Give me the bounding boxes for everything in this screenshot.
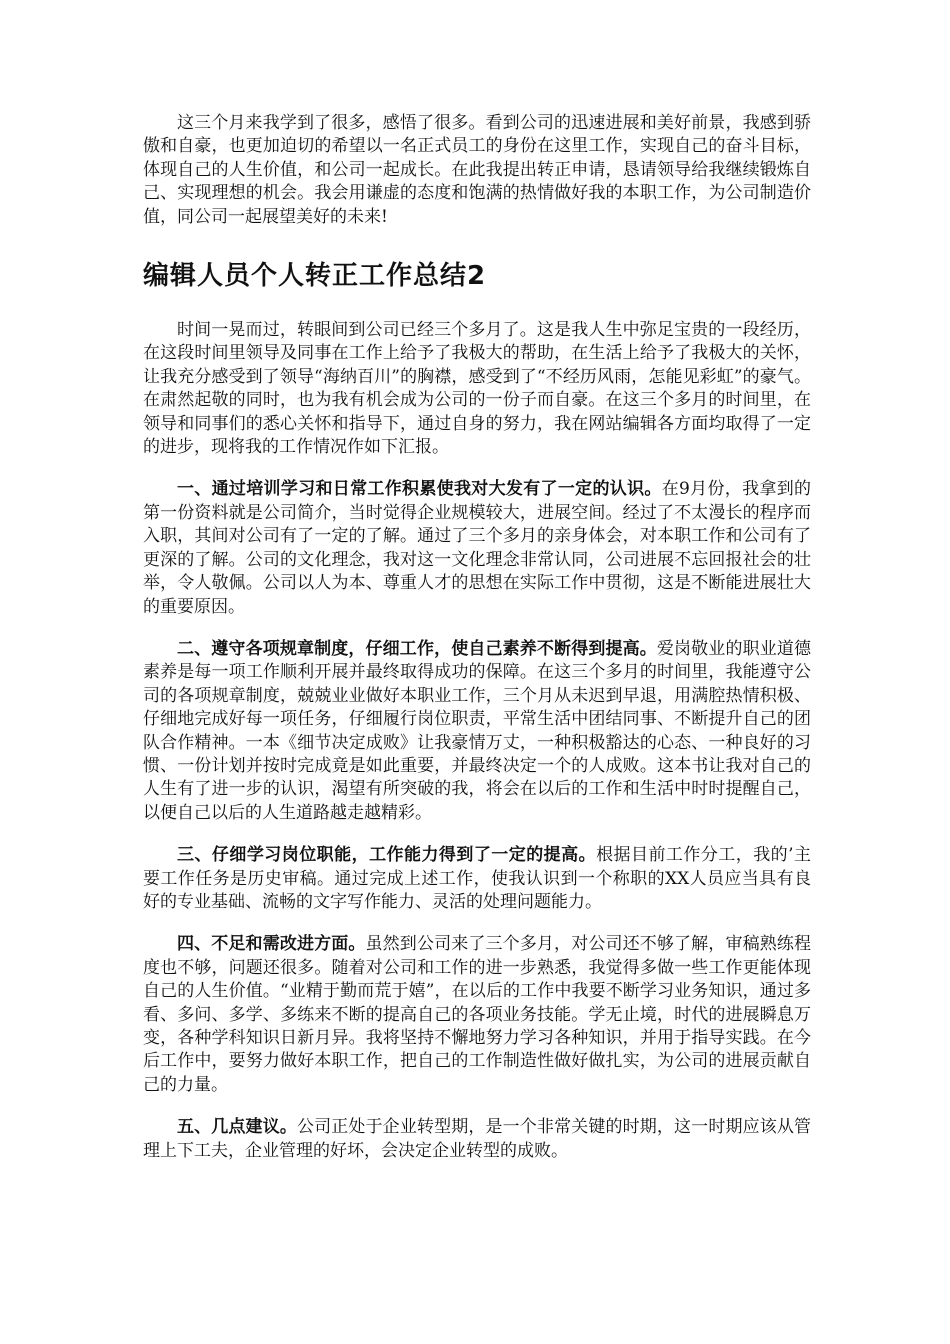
point-heading-5: 五、几点建议。 xyxy=(177,1117,297,1138)
document-page xyxy=(143,112,811,1163)
point-heading-4: 四、不足和需改进方面。 xyxy=(177,934,366,955)
point-heading-3: 三、仔细学习岗位职能，工作能力得到了一定的提高。 xyxy=(177,845,597,866)
section-title: 编辑人员个人转正工作总结2 xyxy=(143,261,487,292)
intro-paragraph: 这三个月来我学到了很多，感悟了很多。看到公司的迅速进展和美好前景，我感到骄傲和自豪，也更加迫切的希望以一名正式员工的身份在这里工作，实现自己的奋斗目标，体现自己的人生价值，和公司一起成长。在此我提出转正申请，恳请领导给我继续锻炼自己、实现理想的机会。我会用谦虚的态度和饱满的热情做好我的本职工作，为公司制造价值，同公司一起展望美好的未来! xyxy=(143,113,811,227)
point-paragraph-1 xyxy=(143,478,811,618)
point-body-2: 爱岗敬业的职业道德素养是每一项工作顺利开展并最终取得成功的保障。在这三个多月的时间里，我能遵守公司的各项规章制度，兢兢业业做好本职业工作，三个月从未迟到早退，用满腔热情积极、仔细地完成好每一项任务，仔细履行岗位职责，平常生活中团结同事、不断提升自己的团队合作精神。一本《细节决定成败》让我豪情万丈，一种积极豁达的心态、一种良好的习惯、一份计划并按时完成竟是如此重要，并最终决定一个的人成败。这本书让我对自己的人生有了进一步的认识，渴望有所突破的我，将会在以后的工作和生活中时时提醒自己，以便自己以后的人生道路越走越精彩。 xyxy=(143,638,812,823)
opening-paragraph: 时间一晃而过，转眼间到公司已经三个多月了。这是我人生中弥足宝贵的一段经历，在这段时间里领导及同事在工作上给予了我极大的帮助，在生活上给予了我极大的关怀，让我充分感受到了领导“海纳百川”的胸襟，感受到了“不经历风雨，怎能见彩虹”的豪气。在肃然起敬的同时，也为我有机会成为公司的一份子而自豪。在这三个多月的时间里，在领导和同事们的悉心关怀和指导下，通过自身的努力，我在网站编辑各方面均取得了一定的进步，现将我的工作情况作如下汇报。 xyxy=(143,320,811,458)
point-heading-1: 一、通过培训学习和日常工作积累使我对大发有了一定的认识。 xyxy=(177,479,662,500)
point-body-3: 根据目前工作分工，我的’主要工作任务是历史审稿。通过完成上述工作，使我认识到一个称职的XX人员应当具有良好的专业基础、流畅的文字写作能力、灵活的处理问题能力。 xyxy=(143,845,811,912)
point-body-5: 公司正处于企业转型期，是一个非常关键的时期，这一时期应该从管理上下工夫，企业管理的好坏，会决定企业转型的成败。 xyxy=(143,1117,812,1161)
point-paragraph-3 xyxy=(143,844,811,914)
point-paragraph-2 xyxy=(143,638,811,825)
point-paragraph-5 xyxy=(143,1116,811,1163)
point-body-1: 在9月份，我拿到的第一份资料就是公司简介，当时觉得企业规模较大，进展空间。经过了不太漫长的程序而入职，其间对公司有了一定的了解。通过了三个多月的亲身体会，对本职工作和公司有了更深的了解。公司的文化理念，我对这一文化理念非常认同，公司进展不忘回报社会的壮举，令人敬佩。公司以人为本、尊重人才的思想在实际工作中贯彻，这是不断能进展壮大的重要原因。 xyxy=(143,479,812,617)
point-paragraph-4 xyxy=(143,933,811,1097)
point-heading-2: 二、遵守各项规章制度，仔细工作，使自己素养不断得到提高。 xyxy=(177,638,657,659)
point-body-4: 虽然到公司来了三个多月，对公司还不够了解，审稿熟练程度也不够，问题还很多。随着对公司和工作的进一步熟悉，我觉得多做一些工作更能体现自己的人生价值。“业精于勤而荒于嬉”，在以后的工作中我要不断学习业务知识，通过多看、多问、多学、多练来不断的提高自己的各项业务技能。学无止境，时代的进展瞬息万变，各种学科知识日新月异。我将坚持不懈地努力学习各种知识，并用于指导实践。在今后工作中，要努力做好本职工作，把自己的工作制造性做好做扎实，为公司的进展贡献自己的力量。 xyxy=(143,934,812,1095)
